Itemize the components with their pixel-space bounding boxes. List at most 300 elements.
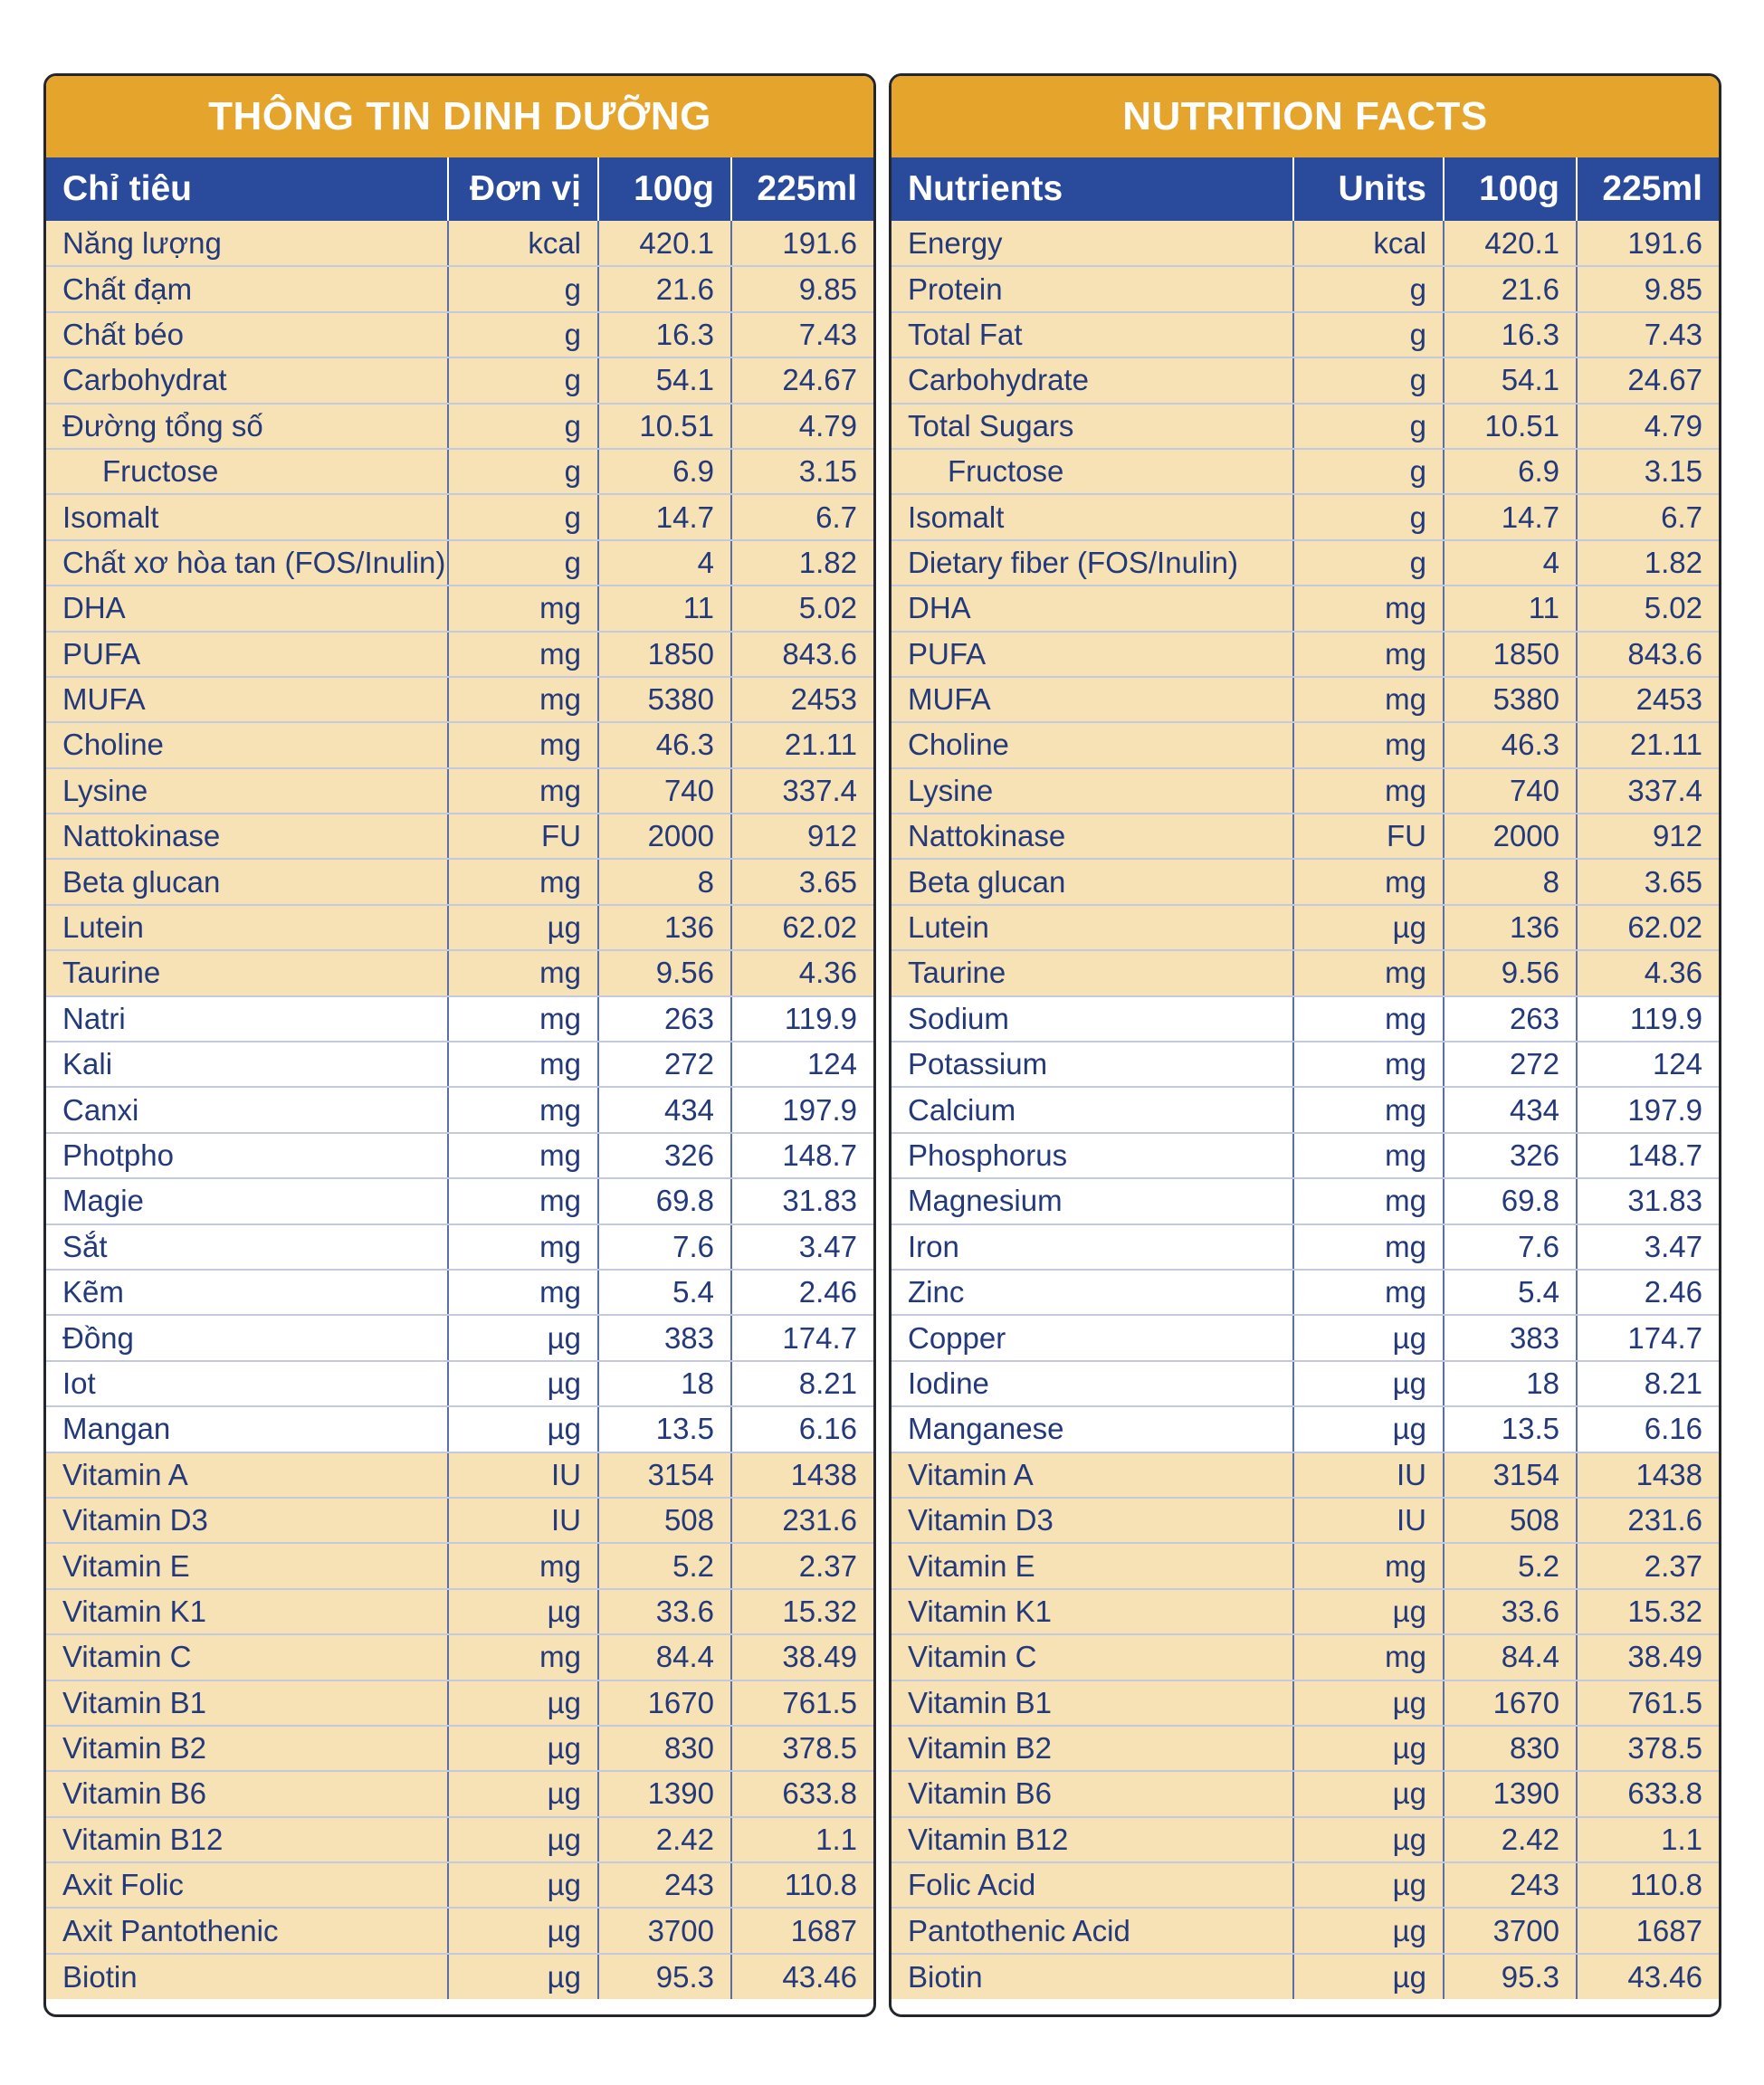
value-225ml: 2.37 — [731, 1543, 873, 1588]
table-row — [46, 221, 873, 266]
nutrition-table-vi — [43, 73, 876, 2017]
value-100g: 383 — [598, 1315, 731, 1360]
value-225ml: 337.4 — [1577, 768, 1719, 814]
table-row — [892, 632, 1719, 677]
value-100g: 326 — [1444, 1133, 1577, 1178]
nutrient-unit: mg — [448, 768, 598, 814]
nutrient-name: Fructose — [46, 449, 448, 494]
value-100g: 434 — [598, 1087, 731, 1132]
nutrient-unit: mg — [448, 586, 598, 631]
table-row — [892, 905, 1719, 950]
value-225ml: 2453 — [731, 677, 873, 722]
nutrient-name: Vitamin B6 — [46, 1771, 448, 1816]
table-row — [46, 1361, 873, 1406]
nutrient-name: Copper — [892, 1315, 1293, 1360]
nutrient-unit: mg — [1293, 1224, 1444, 1270]
nutrient-name: Isomalt — [46, 494, 448, 539]
table-row — [892, 266, 1719, 311]
value-225ml: 843.6 — [1577, 632, 1719, 677]
table-row — [46, 1634, 873, 1680]
table-row — [892, 494, 1719, 539]
column-header-unit: Đơn vị — [448, 157, 598, 221]
nutrient-unit: µg — [448, 1589, 598, 1634]
column-header-100g: 100g — [1444, 157, 1577, 221]
nutrient-name: Mangan — [46, 1406, 448, 1452]
nutrient-name: PUFA — [892, 632, 1293, 677]
nutrient-unit: FU — [448, 814, 598, 859]
nutrient-name: Vitamin C — [46, 1634, 448, 1680]
table-row — [892, 1042, 1719, 1087]
nutrient-name: DHA — [46, 586, 448, 631]
nutrient-name: Vitamin B12 — [46, 1817, 448, 1862]
table-row — [46, 814, 873, 859]
nutrient-name: Iron — [892, 1224, 1293, 1270]
value-100g: 10.51 — [598, 404, 731, 449]
value-100g: 1850 — [598, 632, 731, 677]
nutrient-unit: mg — [448, 996, 598, 1042]
nutrient-unit: mg — [1293, 1042, 1444, 1087]
value-225ml: 6.16 — [731, 1406, 873, 1452]
value-100g: 16.3 — [1444, 312, 1577, 357]
nutrient-name: Vitamin E — [892, 1543, 1293, 1588]
value-100g: 508 — [598, 1498, 731, 1543]
nutrient-unit: mg — [448, 722, 598, 767]
value-225ml: 761.5 — [731, 1680, 873, 1726]
nutrient-name: Phosphorus — [892, 1133, 1293, 1178]
nutrient-unit: µg — [448, 1361, 598, 1406]
table-row — [46, 1042, 873, 1087]
nutrient-unit: IU — [448, 1498, 598, 1543]
nutrient-name: Vitamin K1 — [892, 1589, 1293, 1634]
value-225ml: 3.15 — [1577, 449, 1719, 494]
nutrient-name: Chất đạm — [46, 266, 448, 311]
nutrient-name: Chất xơ hòa tan (FOS/Inulin) — [46, 540, 448, 586]
table-row — [46, 1087, 873, 1132]
nutrient-name: MUFA — [892, 677, 1293, 722]
value-225ml: 912 — [731, 814, 873, 859]
table-row — [46, 1954, 873, 1999]
value-100g: 3154 — [598, 1452, 731, 1498]
nutrient-unit: µg — [448, 1315, 598, 1360]
column-header-name: Chỉ tiêu — [46, 157, 448, 221]
value-225ml: 197.9 — [731, 1087, 873, 1132]
value-100g: 14.7 — [598, 494, 731, 539]
column-header-unit: Units — [1293, 157, 1444, 221]
column-header-225ml: 225ml — [731, 157, 873, 221]
value-225ml: 119.9 — [731, 996, 873, 1042]
nutrient-name: Vitamin E — [46, 1543, 448, 1588]
nutrient-unit: kcal — [448, 221, 598, 266]
nutrient-name: Kẽm — [46, 1270, 448, 1315]
value-225ml: 633.8 — [731, 1771, 873, 1816]
value-100g: 3700 — [1444, 1908, 1577, 1953]
nutrient-name: Carbohydrate — [892, 357, 1293, 403]
value-100g: 54.1 — [1444, 357, 1577, 403]
table-row — [46, 1452, 873, 1498]
nutrient-name: Vitamin C — [892, 1634, 1293, 1680]
nutrient-unit: g — [448, 312, 598, 357]
value-100g: 33.6 — [598, 1589, 731, 1634]
column-header-225ml: 225ml — [1577, 157, 1719, 221]
value-225ml: 1.82 — [1577, 540, 1719, 586]
header-row — [46, 157, 873, 221]
nutrient-name: Taurine — [892, 950, 1293, 995]
nutrient-unit: mg — [1293, 586, 1444, 631]
nutrient-name: Vitamin B6 — [892, 1771, 1293, 1816]
nutrient-name: Chất béo — [46, 312, 448, 357]
value-225ml: 197.9 — [1577, 1087, 1719, 1132]
nutrient-unit: mg — [448, 1178, 598, 1223]
table-row — [46, 494, 873, 539]
nutrient-unit: µg — [448, 1908, 598, 1953]
value-100g: 5380 — [1444, 677, 1577, 722]
value-225ml: 62.02 — [1577, 905, 1719, 950]
table-row — [46, 540, 873, 586]
nutrient-name: Energy — [892, 221, 1293, 266]
nutrient-unit: µg — [1293, 1406, 1444, 1452]
value-225ml: 124 — [1577, 1042, 1719, 1087]
nutrient-name: Isomalt — [892, 494, 1293, 539]
nutrient-name: Biotin — [892, 1954, 1293, 1999]
value-225ml: 21.11 — [1577, 722, 1719, 767]
nutrition-table-en — [889, 73, 1721, 2017]
nutrient-unit: IU — [448, 1452, 598, 1498]
value-100g: 16.3 — [598, 312, 731, 357]
table-row — [892, 1452, 1719, 1498]
value-100g: 4 — [1444, 540, 1577, 586]
nutrient-name: Iodine — [892, 1361, 1293, 1406]
table-row — [46, 357, 873, 403]
value-225ml: 174.7 — [731, 1315, 873, 1360]
nutrient-unit: mg — [1293, 632, 1444, 677]
value-225ml: 1.82 — [731, 540, 873, 586]
nutrient-unit: mg — [1293, 996, 1444, 1042]
value-225ml: 3.47 — [731, 1224, 873, 1270]
nutrient-name: Total Sugars — [892, 404, 1293, 449]
nutrient-name: Taurine — [46, 950, 448, 995]
nutrient-name: Protein — [892, 266, 1293, 311]
nutrient-name: Sodium — [892, 996, 1293, 1042]
table-row — [892, 1680, 1719, 1726]
value-225ml: 4.36 — [731, 950, 873, 995]
nutrient-name: Dietary fiber (FOS/Inulin) — [892, 540, 1293, 586]
value-100g: 18 — [598, 1361, 731, 1406]
value-100g: 9.56 — [598, 950, 731, 995]
value-225ml: 2.46 — [731, 1270, 873, 1315]
nutrient-name: Đồng — [46, 1315, 448, 1360]
nutrient-name: MUFA — [46, 677, 448, 722]
nutrient-unit: g — [448, 266, 598, 311]
table-row — [892, 221, 1719, 266]
value-100g: 6.9 — [1444, 449, 1577, 494]
nutrient-unit: µg — [1293, 1361, 1444, 1406]
nutrient-name: Biotin — [46, 1954, 448, 1999]
nutrient-name: Total Fat — [892, 312, 1293, 357]
nutrient-name: Lysine — [892, 768, 1293, 814]
value-100g: 5.2 — [598, 1543, 731, 1588]
table-row — [46, 1726, 873, 1771]
nutrition-grid — [46, 157, 873, 1999]
value-225ml: 3.15 — [731, 449, 873, 494]
nutrient-unit: µg — [1293, 1680, 1444, 1726]
table-row — [892, 996, 1719, 1042]
value-225ml: 378.5 — [1577, 1726, 1719, 1771]
value-100g: 243 — [598, 1862, 731, 1908]
value-225ml: 15.32 — [731, 1589, 873, 1634]
value-100g: 54.1 — [598, 357, 731, 403]
nutrient-unit: mg — [1293, 768, 1444, 814]
table-row — [892, 1315, 1719, 1360]
value-225ml: 8.21 — [1577, 1361, 1719, 1406]
nutrient-unit: g — [1293, 266, 1444, 311]
nutrient-name: Vitamin B2 — [892, 1726, 1293, 1771]
nutrient-name: Pantothenic Acid — [892, 1908, 1293, 1953]
value-225ml: 21.11 — [731, 722, 873, 767]
value-100g: 5380 — [598, 677, 731, 722]
table-row — [892, 677, 1719, 722]
nutrient-unit: µg — [1293, 1315, 1444, 1360]
nutrient-name: Sắt — [46, 1224, 448, 1270]
table-row — [892, 768, 1719, 814]
table-row — [892, 1634, 1719, 1680]
nutrient-unit: mg — [448, 1543, 598, 1588]
nutrient-unit: FU — [1293, 814, 1444, 859]
nutrient-unit: µg — [1293, 1908, 1444, 1953]
table-row — [892, 859, 1719, 904]
table-row — [46, 449, 873, 494]
value-100g: 21.6 — [598, 266, 731, 311]
nutrient-unit: mg — [448, 1270, 598, 1315]
value-225ml: 9.85 — [731, 266, 873, 311]
value-100g: 263 — [1444, 996, 1577, 1042]
value-225ml: 24.67 — [1577, 357, 1719, 403]
value-100g: 5.4 — [1444, 1270, 1577, 1315]
value-225ml: 4.79 — [731, 404, 873, 449]
nutrient-unit: µg — [448, 1771, 598, 1816]
value-225ml: 6.7 — [731, 494, 873, 539]
value-225ml: 5.02 — [731, 586, 873, 631]
nutrient-unit: mg — [1293, 1634, 1444, 1680]
table-row — [46, 722, 873, 767]
value-225ml: 43.46 — [1577, 1954, 1719, 1999]
value-100g: 420.1 — [598, 221, 731, 266]
nutrient-name: Vitamin D3 — [46, 1498, 448, 1543]
table-row — [46, 312, 873, 357]
value-225ml: 761.5 — [1577, 1680, 1719, 1726]
table-row — [46, 632, 873, 677]
table-row — [892, 312, 1719, 357]
nutrient-name: Vitamin B1 — [892, 1680, 1293, 1726]
value-225ml: 7.43 — [1577, 312, 1719, 357]
nutrient-unit: IU — [1293, 1452, 1444, 1498]
nutrient-unit: g — [448, 404, 598, 449]
value-100g: 508 — [1444, 1498, 1577, 1543]
value-100g: 84.4 — [598, 1634, 731, 1680]
nutrient-unit: µg — [1293, 1726, 1444, 1771]
table-row — [46, 905, 873, 950]
value-100g: 21.6 — [1444, 266, 1577, 311]
value-100g: 8 — [1444, 859, 1577, 904]
value-100g: 420.1 — [1444, 221, 1577, 266]
value-225ml: 2453 — [1577, 677, 1719, 722]
value-225ml: 31.83 — [731, 1178, 873, 1223]
table-row — [46, 1680, 873, 1726]
table-row — [46, 266, 873, 311]
nutrient-unit: mg — [1293, 1178, 1444, 1223]
table-row — [892, 1224, 1719, 1270]
nutrient-name: Photpho — [46, 1133, 448, 1178]
value-225ml: 2.37 — [1577, 1543, 1719, 1588]
nutrient-unit: mg — [1293, 722, 1444, 767]
nutrient-name: Vitamin B12 — [892, 1817, 1293, 1862]
nutrient-name: Vitamin B2 — [46, 1726, 448, 1771]
value-100g: 10.51 — [1444, 404, 1577, 449]
value-100g: 69.8 — [1444, 1178, 1577, 1223]
nutrient-name: Calcium — [892, 1087, 1293, 1132]
nutrient-unit: mg — [1293, 1087, 1444, 1132]
value-225ml: 6.16 — [1577, 1406, 1719, 1452]
value-100g: 7.6 — [598, 1224, 731, 1270]
nutrient-unit: µg — [1293, 1771, 1444, 1816]
nutrient-unit: g — [448, 494, 598, 539]
value-225ml: 124 — [731, 1042, 873, 1087]
value-225ml: 1438 — [1577, 1452, 1719, 1498]
value-225ml: 8.21 — [731, 1361, 873, 1406]
nutrient-name: Nattokinase — [46, 814, 448, 859]
value-100g: 740 — [1444, 768, 1577, 814]
table-row — [892, 1726, 1719, 1771]
table-row — [892, 586, 1719, 631]
value-100g: 2.42 — [598, 1817, 731, 1862]
nutrient-name: Beta glucan — [892, 859, 1293, 904]
value-100g: 1670 — [598, 1680, 731, 1726]
table-row — [46, 768, 873, 814]
nutrient-unit: mg — [1293, 1270, 1444, 1315]
value-225ml: 43.46 — [731, 1954, 873, 1999]
table-row — [892, 1087, 1719, 1132]
value-225ml: 1438 — [731, 1452, 873, 1498]
header-row — [892, 157, 1719, 221]
value-225ml: 3.65 — [1577, 859, 1719, 904]
nutrient-name: Magie — [46, 1178, 448, 1223]
value-225ml: 1.1 — [731, 1817, 873, 1862]
nutrient-unit: mg — [1293, 1133, 1444, 1178]
nutrient-name: Vitamin A — [892, 1452, 1293, 1498]
value-225ml: 191.6 — [731, 221, 873, 266]
value-225ml: 378.5 — [731, 1726, 873, 1771]
value-100g: 7.6 — [1444, 1224, 1577, 1270]
value-100g: 263 — [598, 996, 731, 1042]
table-row — [892, 449, 1719, 494]
value-100g: 272 — [598, 1042, 731, 1087]
table-row — [892, 1406, 1719, 1452]
value-225ml: 24.67 — [731, 357, 873, 403]
value-100g: 5.2 — [1444, 1543, 1577, 1588]
nutrient-name: Năng lượng — [46, 221, 448, 266]
value-100g: 13.5 — [1444, 1406, 1577, 1452]
table-row — [46, 1771, 873, 1816]
table-row — [46, 1817, 873, 1862]
value-225ml: 148.7 — [1577, 1133, 1719, 1178]
nutrient-unit: g — [1293, 357, 1444, 403]
value-100g: 2000 — [1444, 814, 1577, 859]
value-100g: 13.5 — [598, 1406, 731, 1452]
nutrient-unit: g — [1293, 312, 1444, 357]
value-225ml: 633.8 — [1577, 1771, 1719, 1816]
table-row — [892, 814, 1719, 859]
nutrient-unit: IU — [1293, 1498, 1444, 1543]
value-100g: 383 — [1444, 1315, 1577, 1360]
value-225ml: 912 — [1577, 814, 1719, 859]
nutrient-unit: mg — [448, 1087, 598, 1132]
value-100g: 3700 — [598, 1908, 731, 1953]
value-100g: 18 — [1444, 1361, 1577, 1406]
value-225ml: 4.79 — [1577, 404, 1719, 449]
nutrient-name: Potassium — [892, 1042, 1293, 1087]
nutrient-name: Magnesium — [892, 1178, 1293, 1223]
table-row — [46, 1133, 873, 1178]
value-100g: 11 — [1444, 586, 1577, 631]
nutrient-unit: mg — [1293, 1543, 1444, 1588]
column-header-100g: 100g — [598, 157, 731, 221]
nutrient-name: Lutein — [892, 905, 1293, 950]
value-225ml: 119.9 — [1577, 996, 1719, 1042]
table-row — [892, 1361, 1719, 1406]
nutrient-unit: mg — [448, 1042, 598, 1087]
value-100g: 46.3 — [598, 722, 731, 767]
nutrient-unit: mg — [448, 1224, 598, 1270]
nutrient-name: Vitamin D3 — [892, 1498, 1293, 1543]
nutrient-unit: µg — [448, 905, 598, 950]
table-row — [892, 950, 1719, 995]
value-100g: 46.3 — [1444, 722, 1577, 767]
value-225ml: 337.4 — [731, 768, 873, 814]
table-row — [46, 1543, 873, 1588]
table-row — [46, 1908, 873, 1953]
value-100g: 243 — [1444, 1862, 1577, 1908]
value-225ml: 5.02 — [1577, 586, 1719, 631]
table-row — [892, 1133, 1719, 1178]
value-225ml: 174.7 — [1577, 1315, 1719, 1360]
nutrient-name: Vitamin B1 — [46, 1680, 448, 1726]
nutrient-name: Manganese — [892, 1406, 1293, 1452]
value-100g: 830 — [1444, 1726, 1577, 1771]
table-row — [46, 677, 873, 722]
nutrient-name: Lutein — [46, 905, 448, 950]
value-225ml: 110.8 — [1577, 1862, 1719, 1908]
nutrient-name: DHA — [892, 586, 1293, 631]
value-100g: 5.4 — [598, 1270, 731, 1315]
nutrient-unit: mg — [448, 1634, 598, 1680]
table-row — [892, 357, 1719, 403]
value-225ml: 31.83 — [1577, 1178, 1719, 1223]
nutrient-unit: mg — [448, 677, 598, 722]
value-225ml: 231.6 — [1577, 1498, 1719, 1543]
table-title: NUTRITION FACTS — [892, 76, 1719, 157]
nutrient-unit: µg — [1293, 1589, 1444, 1634]
nutrient-name: Nattokinase — [892, 814, 1293, 859]
value-225ml: 4.36 — [1577, 950, 1719, 995]
nutrient-unit: µg — [1293, 1954, 1444, 1999]
nutrient-unit: mg — [448, 1133, 598, 1178]
value-100g: 1850 — [1444, 632, 1577, 677]
value-225ml: 15.32 — [1577, 1589, 1719, 1634]
value-225ml: 38.49 — [731, 1634, 873, 1680]
value-100g: 84.4 — [1444, 1634, 1577, 1680]
table-row — [892, 404, 1719, 449]
table-row — [892, 1908, 1719, 1953]
value-100g: 6.9 — [598, 449, 731, 494]
